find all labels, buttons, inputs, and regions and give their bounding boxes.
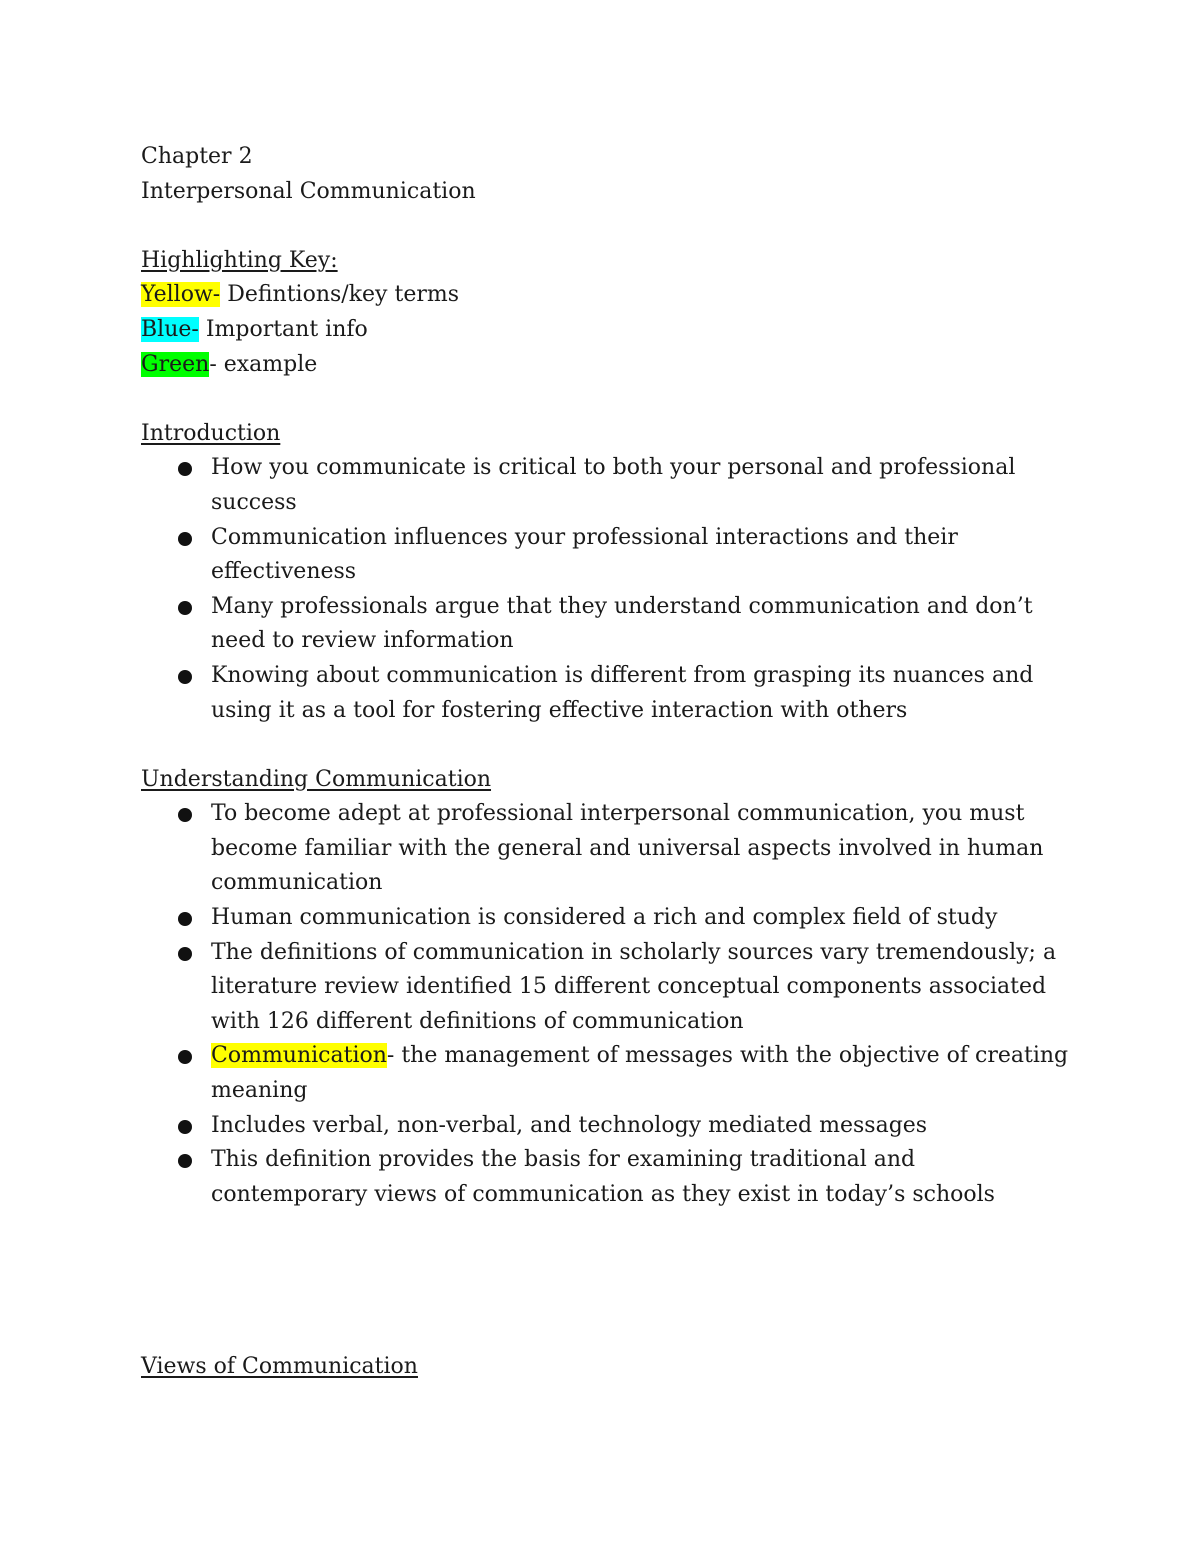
document-title: Interpersonal Communication xyxy=(141,178,476,204)
highlighting-key-heading: Highlighting Key: xyxy=(141,247,338,273)
bullet-icon xyxy=(178,1050,192,1064)
bullet-text: Knowing about communication is different from grasping its nuances and using it as a tool for fostering effective interaction with others xyxy=(211,662,1034,723)
bullet-text: Communication influences your professional interactions and their effectiveness xyxy=(211,524,958,585)
list-item xyxy=(141,590,1071,659)
bullet-icon xyxy=(178,912,192,926)
bullet-text: Human communication is considered a rich and complex field of study xyxy=(211,905,998,931)
blank-line xyxy=(141,728,1071,763)
list-item xyxy=(141,901,1071,936)
key-item-description: Defintions/key terms xyxy=(220,282,460,308)
key-item-green xyxy=(141,348,1071,383)
chapter-label: Chapter 2 xyxy=(141,144,253,169)
views-of-communication-heading: Views of Communication xyxy=(141,1354,418,1380)
list-item-definition xyxy=(141,1039,1071,1108)
definition-body: - the management of messages with the objective of creating meaning xyxy=(211,1043,1069,1104)
bullet-icon xyxy=(178,532,192,546)
list-item xyxy=(141,1143,1071,1212)
list-item xyxy=(141,451,1071,520)
key-item-yellow xyxy=(141,278,1071,313)
green-highlight-label: Green xyxy=(141,351,210,377)
bullet-icon xyxy=(178,808,192,822)
bullet-text: Includes verbal, non-verbal, and technology mediated messages xyxy=(211,1112,928,1138)
key-item-description: Important info xyxy=(198,316,368,342)
yellow-highlight-label: Yellow- xyxy=(141,282,221,308)
blue-highlight-label: Blue- xyxy=(141,316,199,342)
bullet-text: This definition provides the basis for examining traditional and contemporary views of communication as they exist in today’s schools xyxy=(211,1147,995,1207)
list-item xyxy=(141,936,1071,1040)
key-item-blue xyxy=(141,313,1071,348)
bullet-icon xyxy=(178,462,192,476)
list-item xyxy=(141,1109,1071,1144)
key-item-description: - example xyxy=(209,351,318,377)
bullet-icon xyxy=(178,947,192,961)
bullet-icon xyxy=(178,601,192,615)
bullet-text: How you communicate is critical to both your personal and professional success xyxy=(211,455,1016,515)
understanding-communication-heading: Understanding Communication xyxy=(141,766,492,792)
list-item xyxy=(141,521,1071,590)
list-item xyxy=(141,659,1071,728)
blank-line xyxy=(141,382,1071,417)
blank-space xyxy=(141,1212,1071,1350)
bullet-icon xyxy=(178,670,192,684)
bullet-text: Many professionals argue that they understand communication and don’t need to review information xyxy=(211,593,1033,654)
introduction-bullet-list xyxy=(141,451,1071,728)
bullet-text: The definitions of communication in scholarly sources vary tremendously; a literature review identified 15 different conceptual components associated with 126 different definitions of communication xyxy=(211,939,1057,1034)
introduction-heading: Introduction xyxy=(141,420,281,446)
bullet-icon xyxy=(178,1154,192,1168)
key-term-highlight: Communication xyxy=(211,1043,387,1069)
document-page xyxy=(141,140,1071,1385)
definition-text xyxy=(211,1039,1071,1108)
list-item xyxy=(141,797,1071,901)
understanding-bullet-list xyxy=(141,797,1071,1212)
bullet-text: To become adept at professional interpersonal communication, you must become familiar with the general and universal aspects involved in human communication xyxy=(211,801,1044,896)
blank-line xyxy=(141,209,1071,244)
bullet-icon xyxy=(178,1120,192,1134)
